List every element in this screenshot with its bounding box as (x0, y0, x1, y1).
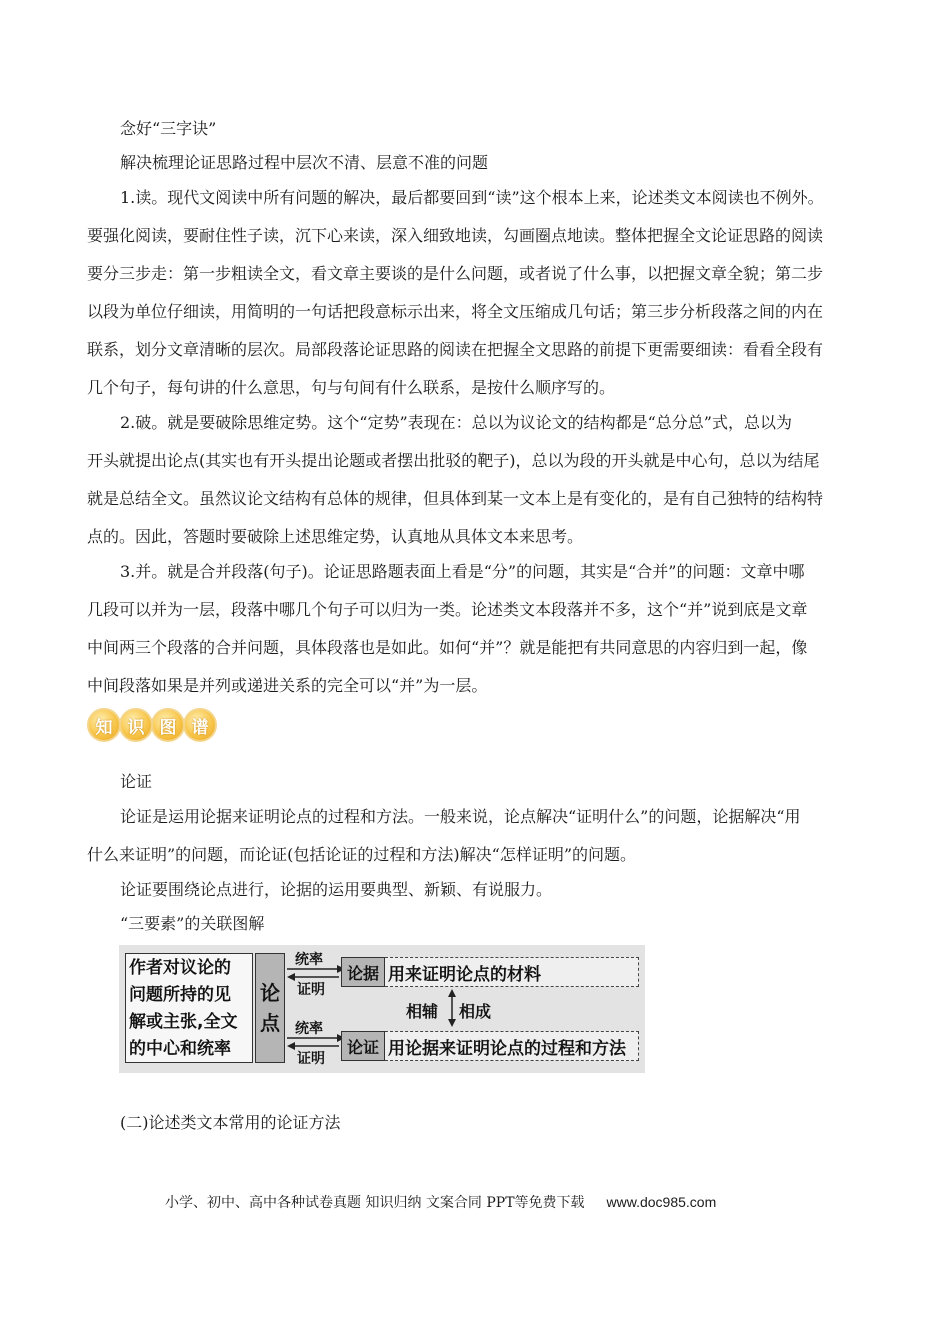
three-elements-diagram (119, 945, 645, 1073)
paragraph-merge-line: 3.并。就是合并段落(句子)。论证思路题表面上看是“分”的问题，其实是“合并”的问题：文章中哪 (120, 562, 805, 581)
paragraph-break-line: 2.破。就是要破除思维定势。这个“定势”表现在：总以为议论文的结构都是“总分总”式，总以为 (120, 413, 792, 432)
paragraph-read-line: 以段为单位仔细读，用简明的一句话把段意标示出来，将全文压缩成几句话；第三步分析段落之间的内在 (87, 302, 824, 321)
paragraph-merge-line: 中间段落如果是并列或递进关系的完全可以“并”为一层。 (87, 676, 488, 695)
section-heading-methods: (二)论述类文本常用的论证方法 (120, 1113, 341, 1132)
badge-char: 图 (151, 708, 185, 742)
badge-char: 谱 (183, 708, 217, 742)
paragraph-merge-line: 几段可以并为一层，段落中哪几个句子可以归为一类。论述类文本段落并不多，这个“并”说到底是文章 (87, 600, 808, 619)
paragraph-read-line: 要强化阅读，要耐住性子读，沉下心来读，深入细致地读，勾画圈点地读。整体把握全文论证思路的阅读 (87, 226, 824, 245)
arrow-label-lead: 统率 (295, 1021, 323, 1037)
paragraph-read-line: 联系，划分文章清晰的层次。局部段落论证思路的阅读在把握全文思路的前提下更需要细读：看看全段有 (87, 340, 824, 359)
arrow-label-prove: 证明 (297, 1051, 325, 1067)
paragraph-merge-line: 中间两三个段落的合并问题，具体段落也是如此。如何“并”？就是能把有共同意思的内容归到一起，像 (87, 638, 808, 657)
diagram-thesis-char: 点 (260, 1011, 280, 1035)
footer-site-link[interactable]: www.doc985.com (606, 1194, 717, 1210)
diagram-thesis-char: 论 (260, 981, 280, 1005)
diagram-argument-label: 论证 (341, 1031, 385, 1061)
diagram-mutual-left: 相辅 (406, 1002, 439, 1021)
knowledge-map-badge (87, 708, 215, 742)
diagram-argument-desc: 用论据来证明论点的过程和方法 (385, 1031, 639, 1061)
argument-requirement: 论证要围绕论点进行，论据的运用要典型、新颖、有说服力。 (120, 880, 553, 899)
badge-char: 知 (87, 708, 121, 742)
badge-char: 识 (119, 708, 153, 742)
argument-definition-line: 论证是运用论据来证明论点的过程和方法。一般来说，论点解决“证明什么”的问题，论据解决“用 (120, 807, 801, 826)
section-title: 论证 (120, 772, 153, 791)
footer-text: 小学、初中、高中各种试卷真题 知识归纳 文案合同 PPT等免费下载 (165, 1195, 585, 1211)
paragraph-break-line: 点的。因此，答题时要破除上述思维定势，认真地从具体文本来思考。 (87, 527, 584, 546)
heading-three-words: 念好“三字诀” (120, 119, 217, 138)
argument-definition-line: 什么来证明”的问题，而论证(包括论证的过程和方法)解决“怎样证明”的问题。 (87, 845, 637, 864)
subheading-problem: 解决梳理论证思路过程中层次不清、层意不准的问题 (120, 153, 489, 172)
paragraph-break-line: 就是总结全文。虽然议论文结构有总体的规律，但具体到某一文本上是有变化的，是有自己独特的结构特 (87, 489, 824, 508)
diagram-mutual-right: 相成 (459, 1002, 492, 1021)
arrow-label-prove: 证明 (297, 982, 325, 998)
diagram-evidence-desc: 用来证明论点的材料 (385, 957, 639, 987)
paragraph-break-line: 开头就提出论点(其实也有开头提出论题或者摆出批驳的靶子)，总以为段的开头就是中心句，总以为结尾 (87, 451, 820, 470)
arrow-label-lead: 统率 (295, 952, 323, 968)
diagram-thesis-description: 作者对议论的 问题所持的见 解或主张,全文 的中心和统率 (125, 953, 253, 1063)
diagram-evidence-label: 论据 (341, 957, 385, 987)
paragraph-read-line: 1.读。现代文阅读中所有问题的解决，最后都要回到“读”这个根本上来，论述类文本阅读也不例外。 (120, 188, 824, 207)
paragraph-read-line: 要分三步走：第一步粗读全文，看文章主要谈的是什么问题，或者说了什么事，以把握文章全貌；第二步 (87, 264, 824, 283)
diagram-caption: “三要素”的关联图解 (120, 914, 265, 933)
paragraph-read-line: 几个句子，每句讲的什么意思，句与句间有什么联系，是按什么顺序写的。 (87, 378, 616, 397)
page-footer (165, 1192, 716, 1212)
